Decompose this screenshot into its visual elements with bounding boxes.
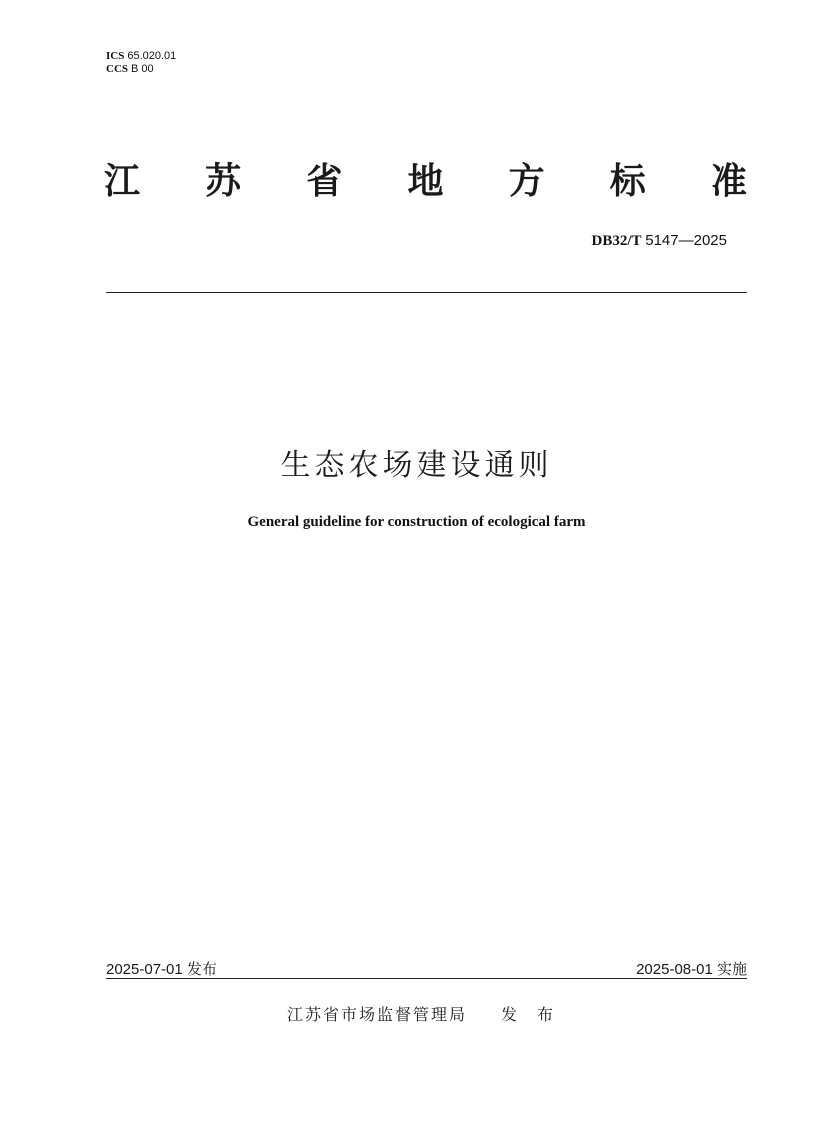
standard-type-char: 方 bbox=[508, 161, 545, 202]
ics-value: 65.020.01 bbox=[127, 50, 177, 62]
standard-type-char: 地 bbox=[407, 161, 444, 202]
document-title-en: General guideline for construction of ecological farm bbox=[247, 514, 586, 530]
standard-type-heading bbox=[104, 160, 747, 204]
document-title-cn: 生态农场建设通则 bbox=[280, 448, 553, 483]
classification-codes bbox=[106, 50, 176, 76]
issue-action: 发布 bbox=[501, 1005, 574, 1024]
standard-number-value: 5147—2025 bbox=[645, 232, 727, 249]
ics-label: ICS bbox=[106, 50, 125, 62]
standard-number-prefix: DB32/T bbox=[591, 233, 642, 249]
standard-number bbox=[591, 232, 727, 250]
standard-type-char: 省 bbox=[306, 161, 343, 202]
standard-type-char: 江 bbox=[104, 161, 141, 202]
ics-code bbox=[106, 50, 176, 63]
footer-divider bbox=[106, 978, 747, 979]
implementation-date: 2025-08-01 实施 bbox=[636, 961, 747, 978]
header-divider bbox=[106, 292, 747, 293]
issuer-line bbox=[0, 1002, 815, 1025]
issuing-organization: 江苏省市场监督管理局 bbox=[286, 1005, 467, 1024]
ccs-label: CCS bbox=[106, 63, 129, 75]
release-date: 2025-07-01 发布 bbox=[106, 961, 217, 978]
ccs-value: B 00 bbox=[131, 63, 154, 75]
standard-type-char: 标 bbox=[609, 161, 646, 202]
standard-type-char: 苏 bbox=[205, 161, 242, 202]
ccs-code bbox=[106, 63, 176, 76]
standard-type-char: 准 bbox=[710, 161, 747, 202]
